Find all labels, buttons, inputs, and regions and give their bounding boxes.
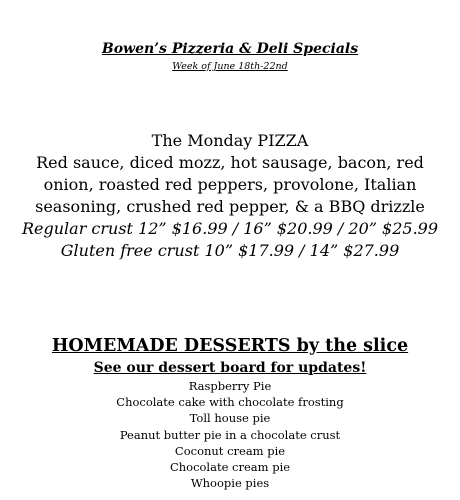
- dessert-item: Coconut cream pie: [174, 443, 286, 458]
- desserts-section: [0, 334, 460, 491]
- pizza-regular-price: Regular crust 12” $16.99 / 16” $20.99 / 20” $25.99: [21, 219, 439, 238]
- pizza-special: [0, 130, 460, 262]
- dessert-item: Chocolate cream pie: [169, 460, 291, 475]
- pizza-gluten-free-price: Gluten free crust 10” $17.99 / 14” $27.99: [60, 241, 400, 260]
- dessert-item: Toll house pie: [189, 411, 271, 426]
- desserts-subtitle: See our dessert board for updates!: [93, 360, 367, 376]
- week-range: Week of June 18th-22nd: [172, 61, 288, 72]
- pizza-description: Red sauce, diced mozz, hot sausage, bacon, red onion, roasted red peppers, provolone, Italian seasoning, crushed red pepper, & a BBQ drizzle: [35, 153, 425, 216]
- dessert-item: Chocolate cake with chocolate frosting: [116, 395, 344, 410]
- dessert-item: Whoopie pies: [190, 476, 270, 491]
- pizza-title: The Monday PIZZA: [151, 131, 309, 150]
- dessert-item: Peanut butter pie in a chocolate crust: [119, 427, 341, 442]
- desserts-title: HOMEMADE DESSERTS by the slice: [51, 336, 409, 356]
- dessert-list: [0, 378, 460, 491]
- page-title: Bowen’s Pizzeria & Deli Specials: [101, 41, 359, 57]
- dessert-item: Raspberry Pie: [188, 379, 272, 393]
